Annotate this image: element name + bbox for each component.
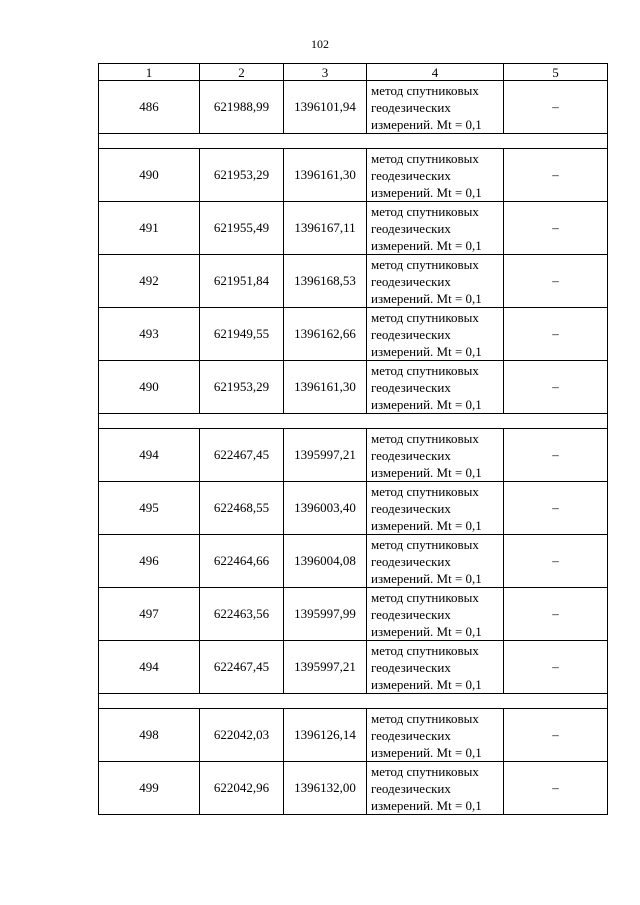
x-coordinate-cell: 622468,55 — [200, 482, 284, 535]
x-coordinate-cell: 622463,56 — [200, 588, 284, 641]
table-row — [99, 361, 608, 414]
method-line: метод спутниковых — [371, 763, 479, 779]
method-line: измерений. Mt = 0,1 — [371, 517, 482, 533]
method-line: метод спутниковых — [371, 589, 479, 605]
table-row — [99, 308, 608, 361]
method-line: измерений. Mt = 0,1 — [371, 464, 482, 480]
table-separator-row — [99, 414, 608, 429]
method-line: измерений. Mt = 0,1 — [371, 797, 482, 813]
method-line: геодезических — [371, 659, 451, 675]
method-cell — [367, 588, 504, 641]
method-line: метод спутниковых — [371, 483, 479, 499]
method-line: измерений. Mt = 0,1 — [371, 744, 482, 760]
note-cell: – — [504, 762, 608, 815]
method-line: метод спутниковых — [371, 82, 479, 98]
note-cell: – — [504, 202, 608, 255]
method-line: геодезических — [371, 447, 451, 463]
y-coordinate-cell: 1396101,94 — [284, 81, 367, 134]
y-coordinate-cell: 1396161,30 — [284, 149, 367, 202]
y-coordinate-cell: 1396162,66 — [284, 308, 367, 361]
header-col-2: 2 — [200, 64, 284, 81]
x-coordinate-cell: 622042,03 — [200, 709, 284, 762]
method-cell — [367, 361, 504, 414]
table-row — [99, 535, 608, 588]
table-row — [99, 762, 608, 815]
table-row — [99, 429, 608, 482]
method-cell — [367, 81, 504, 134]
method-line: метод спутниковых — [371, 150, 479, 166]
point-number-cell: 492 — [99, 255, 200, 308]
point-number-cell: 490 — [99, 149, 200, 202]
header-row — [99, 64, 608, 81]
method-cell — [367, 762, 504, 815]
y-coordinate-cell: 1396132,00 — [284, 762, 367, 815]
point-number-cell: 498 — [99, 709, 200, 762]
table-row — [99, 482, 608, 535]
method-line: измерений. Mt = 0,1 — [371, 396, 482, 412]
method-line: метод спутниковых — [371, 430, 479, 446]
header-col-3: 3 — [284, 64, 367, 81]
table-row — [99, 588, 608, 641]
method-cell — [367, 709, 504, 762]
x-coordinate-cell: 622467,45 — [200, 429, 284, 482]
method-cell — [367, 482, 504, 535]
separator-cell — [99, 134, 608, 149]
note-cell: – — [504, 429, 608, 482]
header-col-4: 4 — [367, 64, 504, 81]
method-line: измерений. Mt = 0,1 — [371, 676, 482, 692]
x-coordinate-cell: 621953,29 — [200, 149, 284, 202]
table-row — [99, 149, 608, 202]
y-coordinate-cell: 1396167,11 — [284, 202, 367, 255]
note-cell: – — [504, 361, 608, 414]
note-cell: – — [504, 709, 608, 762]
y-coordinate-cell: 1396168,53 — [284, 255, 367, 308]
method-cell — [367, 535, 504, 588]
method-line: геодезических — [371, 727, 451, 743]
method-line: метод спутниковых — [371, 362, 479, 378]
x-coordinate-cell: 622467,45 — [200, 641, 284, 694]
method-line: геодезических — [371, 220, 451, 236]
method-line: измерений. Mt = 0,1 — [371, 237, 482, 253]
separator-cell — [99, 694, 608, 709]
method-cell — [367, 255, 504, 308]
note-cell: – — [504, 81, 608, 134]
y-coordinate-cell: 1396004,08 — [284, 535, 367, 588]
point-number-cell: 491 — [99, 202, 200, 255]
method-cell — [367, 308, 504, 361]
y-coordinate-cell: 1396161,30 — [284, 361, 367, 414]
method-line: геодезических — [371, 273, 451, 289]
method-line: геодезических — [371, 553, 451, 569]
table-row — [99, 81, 608, 134]
table-separator-row — [99, 694, 608, 709]
method-line: геодезических — [371, 326, 451, 342]
point-number-cell: 495 — [99, 482, 200, 535]
table-body — [99, 81, 608, 815]
table-row — [99, 202, 608, 255]
method-line: измерений. Mt = 0,1 — [371, 290, 482, 306]
point-number-cell: 494 — [99, 641, 200, 694]
y-coordinate-cell: 1396126,14 — [284, 709, 367, 762]
point-number-cell: 493 — [99, 308, 200, 361]
method-line: измерений. Mt = 0,1 — [371, 623, 482, 639]
x-coordinate-cell: 621955,49 — [200, 202, 284, 255]
note-cell: – — [504, 588, 608, 641]
table-row — [99, 255, 608, 308]
note-cell: – — [504, 535, 608, 588]
separator-cell — [99, 414, 608, 429]
note-cell: – — [504, 149, 608, 202]
point-number-cell: 499 — [99, 762, 200, 815]
point-number-cell: 490 — [99, 361, 200, 414]
method-line: измерений. Mt = 0,1 — [371, 184, 482, 200]
method-line: метод спутниковых — [371, 309, 479, 325]
note-cell: – — [504, 641, 608, 694]
x-coordinate-cell: 621949,55 — [200, 308, 284, 361]
note-cell: – — [504, 255, 608, 308]
note-cell: – — [504, 482, 608, 535]
x-coordinate-cell: 622464,66 — [200, 535, 284, 588]
method-line: измерений. Mt = 0,1 — [371, 116, 482, 132]
note-cell: – — [504, 308, 608, 361]
point-number-cell: 494 — [99, 429, 200, 482]
header-col-5: 5 — [504, 64, 608, 81]
table-separator-row — [99, 134, 608, 149]
y-coordinate-cell: 1395997,21 — [284, 641, 367, 694]
method-line: геодезических — [371, 780, 451, 796]
point-number-cell: 496 — [99, 535, 200, 588]
table-row — [99, 709, 608, 762]
method-line: геодезических — [371, 500, 451, 516]
method-cell — [367, 641, 504, 694]
y-coordinate-cell: 1395997,99 — [284, 588, 367, 641]
method-cell — [367, 149, 504, 202]
method-line: измерений. Mt = 0,1 — [371, 343, 482, 359]
x-coordinate-cell: 622042,96 — [200, 762, 284, 815]
method-line: геодезических — [371, 99, 451, 115]
method-line: метод спутниковых — [371, 256, 479, 272]
y-coordinate-cell: 1396003,40 — [284, 482, 367, 535]
coordinates-table — [98, 63, 608, 815]
method-line: метод спутниковых — [371, 203, 479, 219]
table-row — [99, 641, 608, 694]
x-coordinate-cell: 621953,29 — [200, 361, 284, 414]
page-number: 102 — [311, 37, 329, 51]
point-number-cell: 497 — [99, 588, 200, 641]
point-number-cell: 486 — [99, 81, 200, 134]
x-coordinate-cell: 621988,99 — [200, 81, 284, 134]
method-line: геодезических — [371, 167, 451, 183]
method-line: геодезических — [371, 379, 451, 395]
y-coordinate-cell: 1395997,21 — [284, 429, 367, 482]
method-line: метод спутниковых — [371, 536, 479, 552]
x-coordinate-cell: 621951,84 — [200, 255, 284, 308]
method-line: метод спутниковых — [371, 642, 479, 658]
method-cell — [367, 202, 504, 255]
method-line: геодезических — [371, 606, 451, 622]
method-line: метод спутниковых — [371, 710, 479, 726]
method-cell — [367, 429, 504, 482]
method-line: измерений. Mt = 0,1 — [371, 570, 482, 586]
header-col-1: 1 — [99, 64, 200, 81]
